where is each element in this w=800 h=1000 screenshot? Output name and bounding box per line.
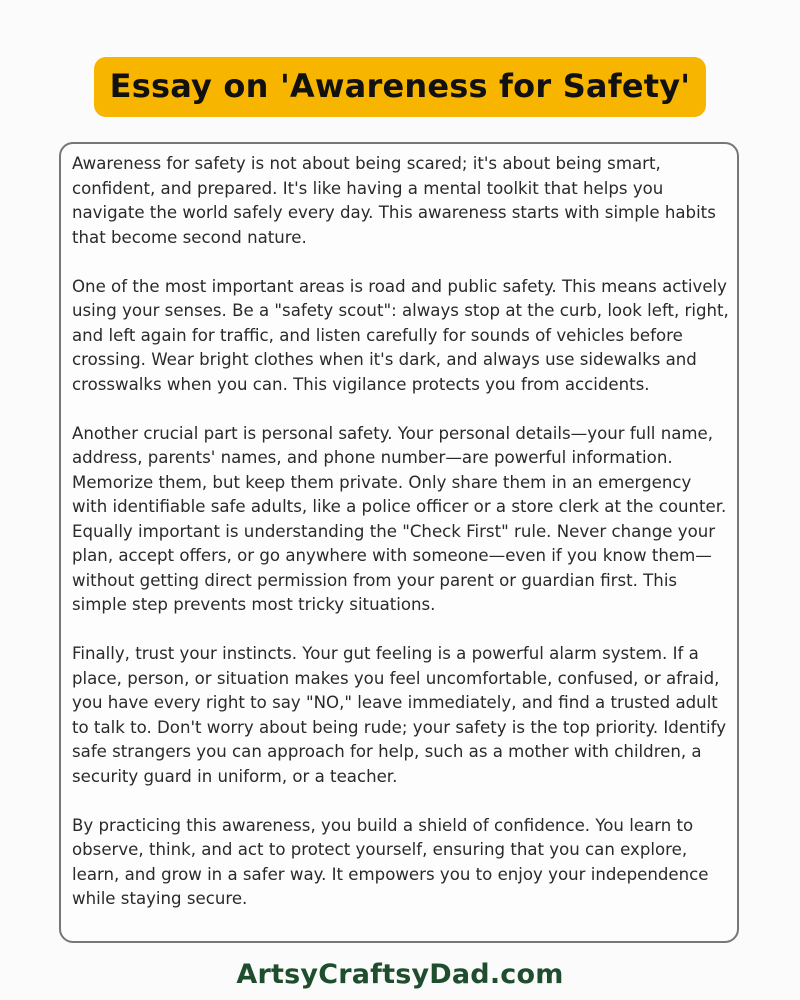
essay-paragraph-4: Finally, trust your instincts. Your gut feeling is a powerful alarm system. If a place, person, or situation makes you feel uncomfortable, confused, or afraid, you have every right to say "NO," leave immediately, and find a trusted adult to talk to. Don't worry about being rude; your safety is the top priority. Identify safe strangers you can approach for help, such as a mother with children, a security guard in uniform, or a teacher. [72, 644, 727, 786]
essay-paragraph-1: Awareness for safety is not about being scared; it's about being smart, confident, and prepared. It's like having a mental toolkit that helps you navigate the world safely every day. This awareness starts with simple habits that become second nature. [72, 154, 716, 247]
essay-paragraph-3: Another crucial part is personal safety. Your personal details—your full name, address, parents' names, and phone number—are powerful information. Memorize them, but keep them private. Only share them in an emergency with identifiable safe adults, like a police officer or a store clerk at the counter. Equally important is understanding the "Check First" rule. Never change your plan, accept offers, or go anywhere with someone—even if you know them—without getting direct permission from your parent or guardian first. This simple step prevents most tricky situations. [72, 423, 727, 614]
page-title: Essay on 'Awareness for Safety' [94, 57, 707, 117]
footer-site-name: ArtsyCraftsyDad.com [236, 959, 564, 990]
essay-paragraph-5: By practicing this awareness, you build a shield of confidence. You learn to observe, think, and act to protect yourself, ensuring that you can explore, learn, and grow in a safer way. It empowers you to enjoy your independence while staying secure. [72, 815, 709, 908]
essay-paragraph-2: One of the most important areas is road and public safety. This means actively using your senses. Be a "safety scout": always stop at the curb, look left, right, and left again for traffic, and listen carefully for sounds of vehicles before crossing. Wear bright clothes when it's dark, and always use sidewalks and crosswalks when you can. This vigilance protects you from accidents. [72, 276, 729, 394]
title-banner [0, 57, 800, 117]
essay-card [59, 142, 739, 943]
